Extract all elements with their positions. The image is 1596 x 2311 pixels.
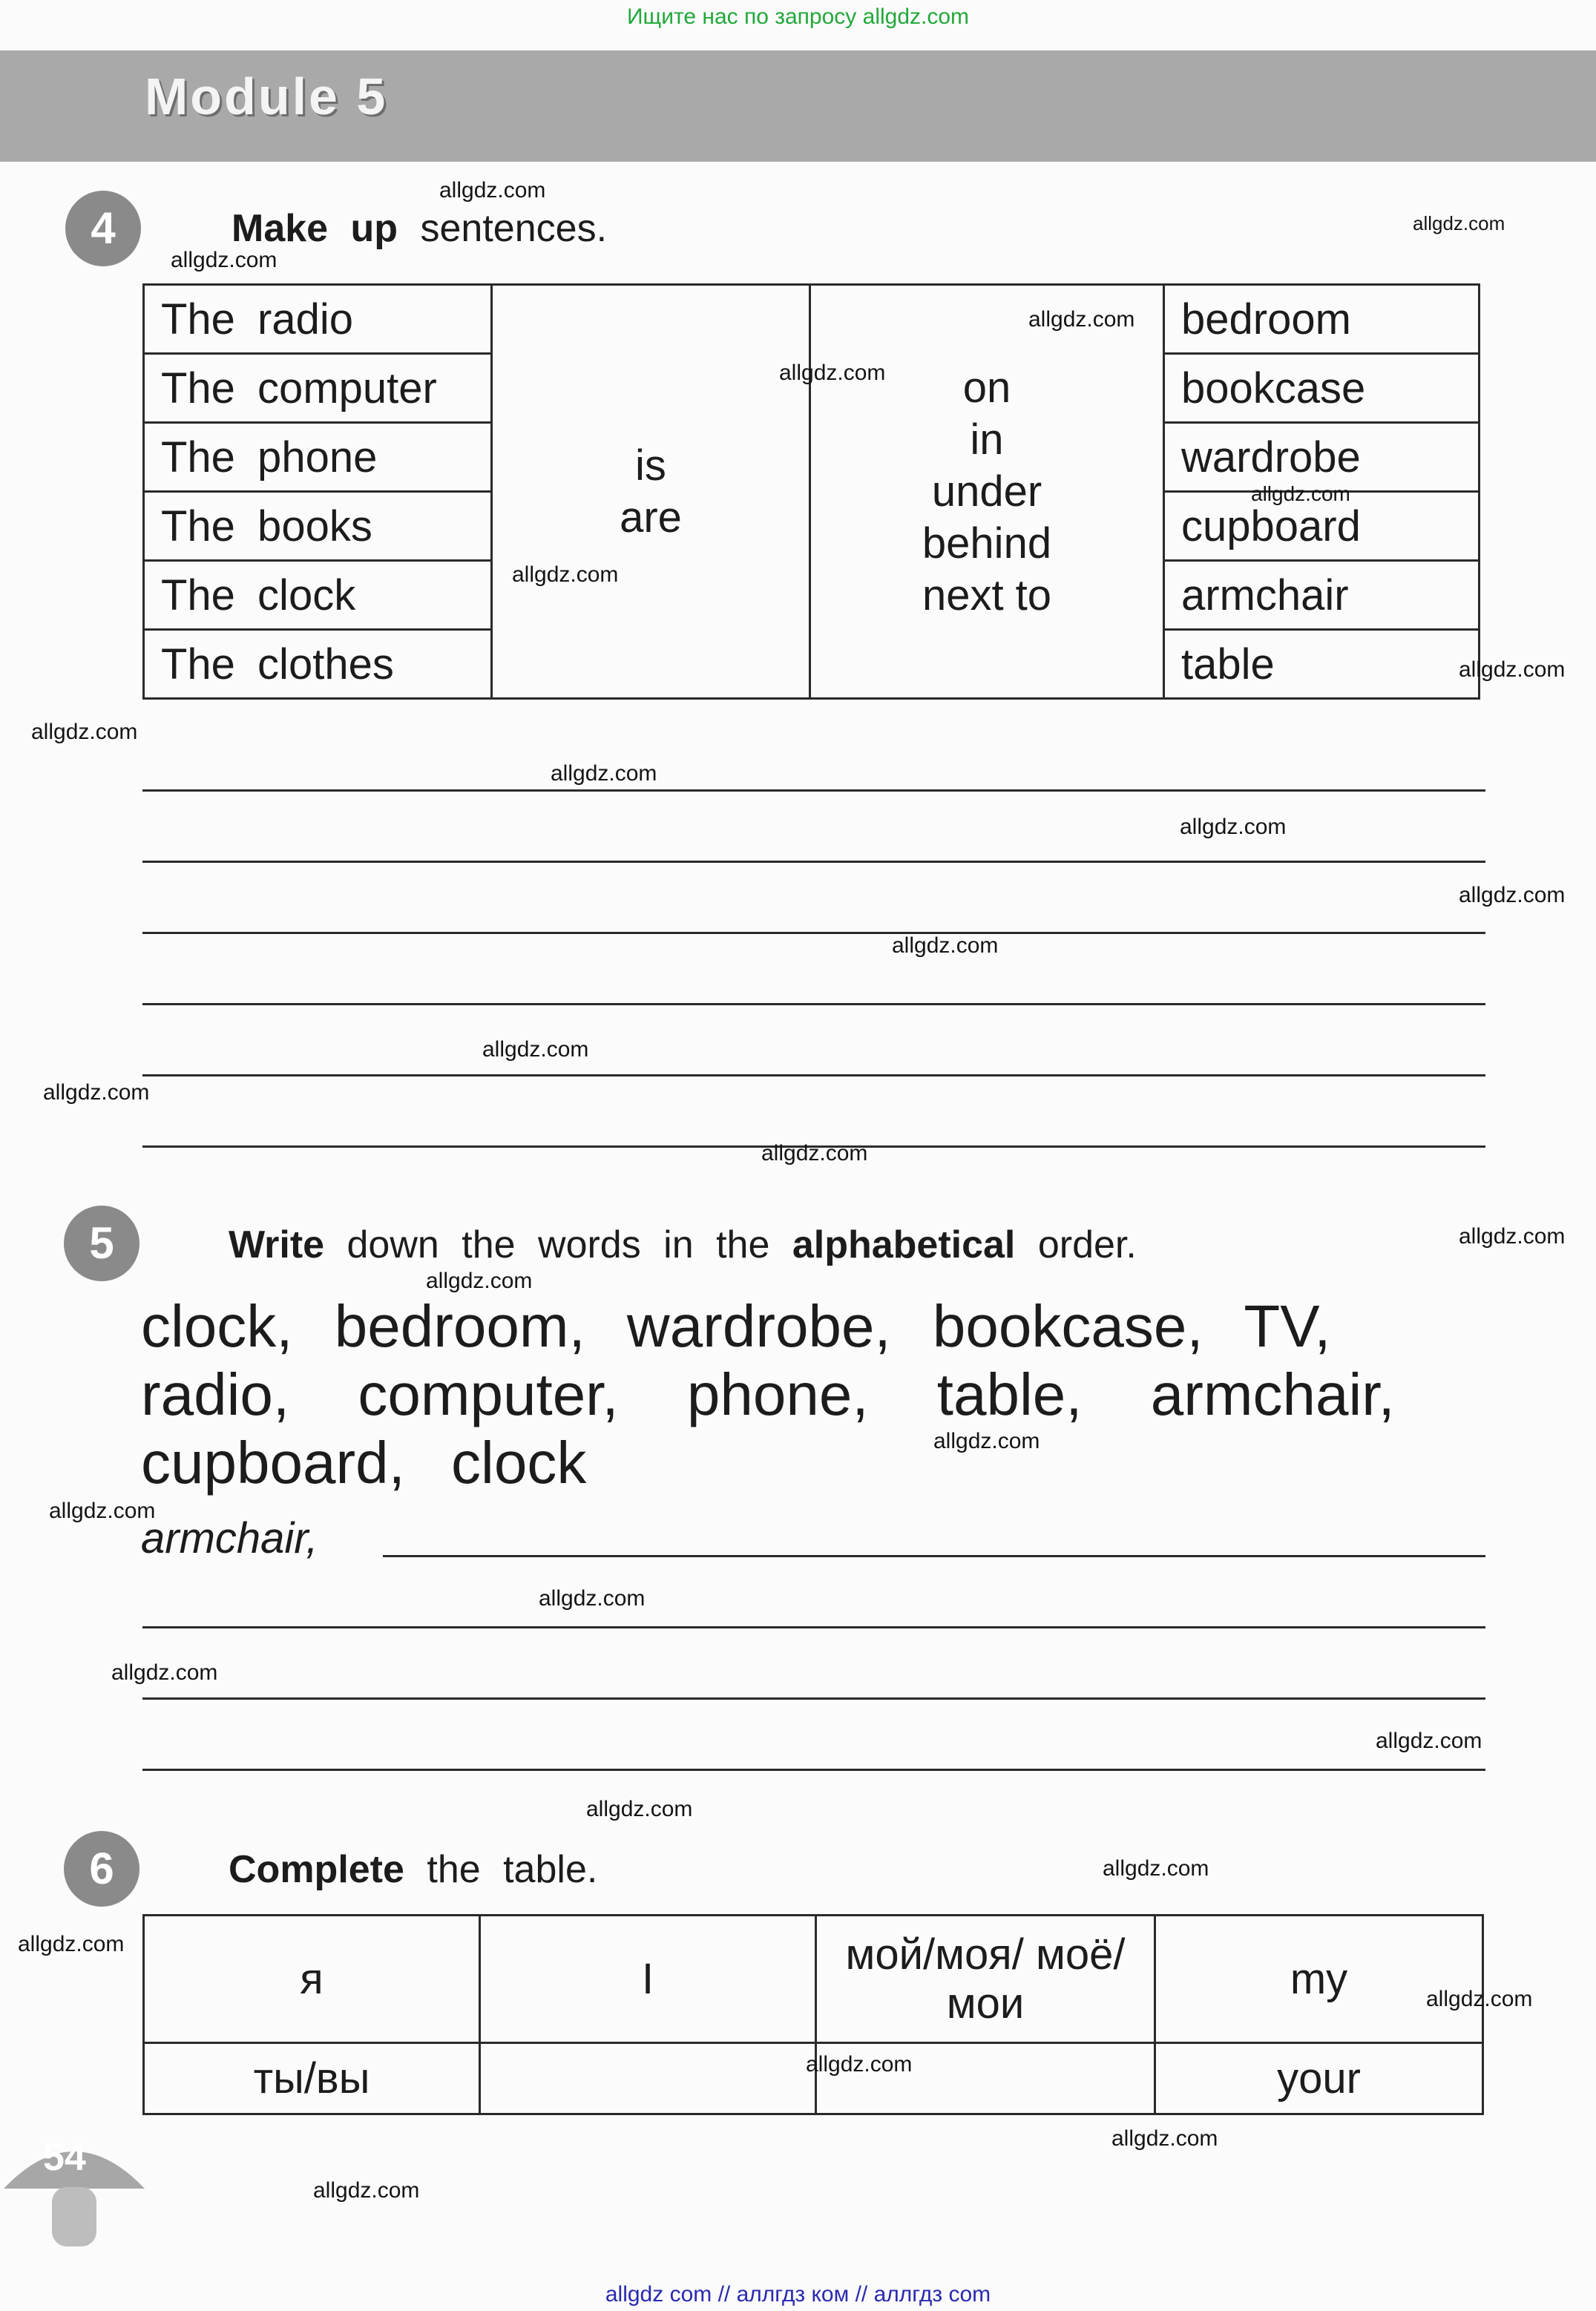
pronoun-table	[142, 1914, 1484, 2115]
answer-line[interactable]	[142, 861, 1485, 863]
answer-line[interactable]	[142, 1074, 1485, 1076]
preposition-option: on	[962, 363, 1011, 412]
instr-word: down the words in the	[347, 1223, 770, 1266]
place-cell: table	[1164, 630, 1480, 699]
watermark: allgdz.com	[313, 2178, 420, 2203]
place-cell: wardrobe	[1164, 423, 1480, 492]
module-title: Module 5	[145, 68, 388, 125]
preposition-option: next to	[922, 571, 1052, 619]
word-list-line: clock, bedroom, wardrobe, bookcase, TV,	[141, 1293, 1331, 1359]
watermark: allgdz.com	[1111, 2126, 1218, 2151]
watermark: allgdz.com	[1251, 482, 1350, 505]
verb-option: are	[620, 493, 682, 542]
pronoun-cell: мой/моя/ моё/мои	[816, 1916, 1155, 2043]
watermark: allgdz.com	[1180, 815, 1287, 839]
exercise-4-instruction	[231, 206, 607, 251]
answer-start: armchair,	[141, 1514, 318, 1562]
watermark: allgdz.com	[171, 248, 278, 272]
watermark: allgdz.com	[1459, 657, 1566, 682]
pronoun-cell: ты/вы	[144, 2043, 480, 2114]
pronoun-cell[interactable]	[480, 2043, 816, 2114]
watermark: allgdz.com	[1376, 1729, 1482, 1753]
pronoun-cell: your	[1155, 2043, 1483, 2114]
instr-word: alphabetical	[792, 1223, 1016, 1266]
instr-word: Complete	[229, 1848, 404, 1891]
subject-cell: The clock	[144, 561, 492, 630]
instr-word: sentences.	[420, 207, 608, 250]
place-cell: armchair	[1164, 561, 1480, 630]
exercise-6-instruction	[229, 1847, 597, 1892]
instr-word: the table.	[427, 1848, 598, 1891]
instr-word: Make	[231, 207, 329, 250]
pronoun-cell: я	[144, 1916, 480, 2043]
answer-line[interactable]	[142, 1003, 1485, 1005]
subject-cell: The radio	[144, 285, 492, 354]
answer-line[interactable]	[142, 932, 1485, 934]
instr-word: order.	[1037, 1223, 1137, 1266]
answer-line[interactable]	[142, 1769, 1485, 1771]
subject-cell: The computer	[144, 354, 492, 423]
watermark: allgdz.com	[586, 1797, 693, 1821]
exercise-5-number: 5	[64, 1206, 139, 1281]
watermark: allgdz.com	[1413, 212, 1505, 234]
bottom-banner: allgdz com // аллгдз ком // аллгдз com	[605, 2282, 991, 2307]
watermark: allgdz.com	[111, 1660, 218, 1685]
watermark: allgdz.com	[49, 1499, 156, 1523]
preposition-option: behind	[922, 519, 1052, 568]
watermark: allgdz.com	[512, 562, 619, 587]
verb-cell	[492, 285, 810, 699]
watermark: allgdz.com	[31, 720, 138, 744]
page-number: 54	[43, 2136, 86, 2179]
answer-line[interactable]	[142, 1697, 1485, 1700]
watermark: allgdz.com	[806, 2052, 913, 2077]
watermark: allgdz.com	[1103, 1856, 1209, 1881]
watermark: allgdz.com	[539, 1586, 646, 1611]
instr-word: Write	[229, 1223, 325, 1266]
answer-line[interactable]	[383, 1555, 1485, 1557]
place-cell: bedroom	[1164, 285, 1480, 354]
watermark: allgdz.com	[551, 761, 657, 786]
watermark: allgdz.com	[439, 178, 546, 203]
exercise-5-instruction	[229, 1223, 1137, 1267]
subject-cell: The books	[144, 492, 492, 561]
place-cell: bookcase	[1164, 354, 1480, 423]
place-cell: cupboard	[1164, 492, 1480, 561]
watermark: allgdz.com	[482, 1037, 589, 1062]
pronoun-cell: I	[480, 1916, 816, 2043]
instr-word: up	[350, 207, 398, 250]
verb-option: is	[635, 441, 666, 490]
watermark: allgdz.com	[1426, 1987, 1533, 2011]
word-list-line: radio, computer, phone, table, armchair,	[141, 1361, 1395, 1427]
exercise-4-number: 4	[65, 191, 141, 266]
answer-line[interactable]	[142, 789, 1485, 792]
preposition-cell	[810, 285, 1164, 699]
word-list-line: cupboard, clock	[141, 1430, 587, 1496]
preposition-option: under	[931, 467, 1042, 516]
watermark: allgdz.com	[18, 1932, 125, 1956]
pronoun-cell: my	[1155, 1916, 1483, 2043]
watermark: allgdz.com	[1459, 883, 1566, 907]
watermark: allgdz.com	[1028, 307, 1135, 332]
preposition-option: in	[970, 415, 1004, 464]
watermark: allgdz.com	[426, 1269, 533, 1293]
watermark: allgdz.com	[761, 1141, 868, 1166]
answer-line[interactable]	[142, 1626, 1485, 1628]
subject-cell: The phone	[144, 423, 492, 492]
exercise-6-number: 6	[64, 1831, 139, 1907]
top-banner: Ищите нас по запросу allgdz.com	[626, 4, 970, 29]
subject-cell: The clothes	[144, 630, 492, 699]
watermark: allgdz.com	[779, 361, 886, 385]
watermark: allgdz.com	[892, 933, 999, 958]
watermark: allgdz.com	[933, 1429, 1040, 1453]
watermark: allgdz.com	[1459, 1224, 1566, 1249]
watermark: allgdz.com	[43, 1080, 150, 1105]
